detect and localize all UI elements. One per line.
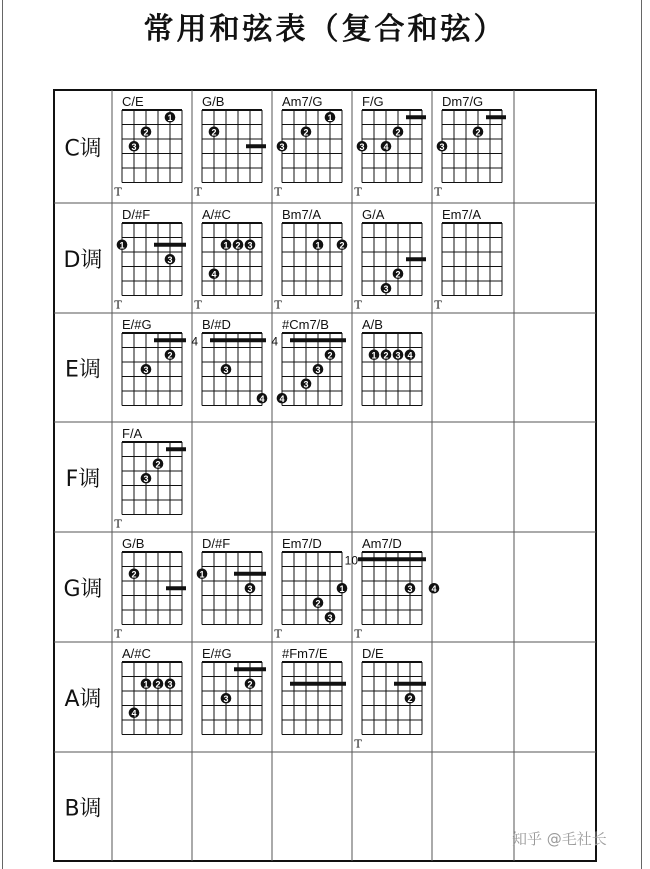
finger-number: 2 — [339, 240, 345, 251]
finger-number: 4 — [211, 269, 217, 280]
chord-name: D/E — [362, 646, 384, 661]
finger-number: 3 — [247, 240, 253, 251]
finger-number: 3 — [327, 612, 333, 623]
bass-string-marker: T — [114, 627, 122, 641]
finger-number: 2 — [315, 598, 321, 609]
chord-name: B/#D — [202, 317, 231, 332]
chord-name: F/A — [122, 426, 143, 441]
key-label: B调 — [64, 796, 102, 822]
table-frame — [54, 90, 596, 861]
bass-string-marker: T — [354, 298, 362, 312]
bass-string-marker: T — [274, 298, 282, 312]
watermark: 知乎 @毛社长 — [512, 830, 607, 848]
key-label: E调 — [65, 357, 101, 383]
finger-number: 1 — [339, 583, 345, 594]
finger-number: 3 — [359, 141, 365, 152]
bass-string-marker: T — [114, 298, 122, 312]
finger-number: 3 — [143, 473, 149, 484]
bass-string-marker: T — [194, 298, 202, 312]
finger-number: 2 — [235, 240, 241, 251]
chord-name: Am7/G — [282, 94, 323, 109]
finger-number: 2 — [211, 127, 217, 138]
chord-name: G/B — [202, 94, 225, 109]
bass-string-marker: T — [194, 185, 202, 199]
finger-number: 3 — [439, 141, 445, 152]
chord-name: E/#G — [122, 317, 152, 332]
finger-number: 1 — [315, 240, 321, 251]
bass-string-marker: T — [274, 185, 282, 199]
finger-number: 3 — [407, 583, 413, 594]
finger-number: 2 — [247, 679, 253, 690]
chord-name: E/#G — [202, 646, 232, 661]
finger-number: 2 — [167, 350, 173, 361]
bass-string-marker: T — [354, 627, 362, 641]
finger-number: 4 — [131, 708, 137, 719]
chord-name: A/B — [362, 317, 383, 332]
finger-number: 1 — [143, 679, 149, 690]
chord-name: G/B — [122, 536, 145, 551]
chord-name: Dm7/G — [442, 94, 484, 109]
bass-string-marker: T — [274, 627, 282, 641]
fret-position-label: 10 — [344, 553, 358, 568]
finger-number: 2 — [155, 679, 161, 690]
page-title: 常用和弦表（复合和弦） — [143, 12, 507, 47]
finger-number: 3 — [223, 364, 229, 375]
finger-number: 2 — [407, 693, 413, 704]
key-label: F调 — [65, 467, 101, 492]
finger-number: 2 — [395, 269, 401, 280]
finger-number: 4 — [279, 393, 285, 404]
bass-string-marker: T — [434, 298, 442, 312]
finger-number: 3 — [303, 379, 309, 390]
finger-number: 2 — [383, 350, 389, 361]
chord-name: D/#F — [122, 207, 151, 222]
finger-number: 2 — [143, 127, 149, 138]
finger-number: 2 — [155, 459, 161, 470]
finger-number: 1 — [199, 569, 205, 580]
chord-name: D/#F — [202, 536, 231, 551]
fret-position-label: 4 — [191, 334, 198, 349]
finger-number: 4 — [431, 583, 437, 594]
finger-number: 2 — [475, 127, 481, 138]
chord-name: C/E — [122, 94, 144, 109]
finger-number: 2 — [303, 127, 309, 138]
key-label: C调 — [64, 136, 102, 162]
finger-number: 3 — [383, 283, 389, 294]
chord-name: G/A — [362, 207, 385, 222]
finger-number: 1 — [167, 112, 173, 123]
finger-number: 3 — [247, 583, 253, 594]
finger-number: 1 — [223, 240, 229, 251]
finger-number: 2 — [131, 569, 137, 580]
key-label: D调 — [63, 248, 103, 273]
finger-number: 3 — [223, 693, 229, 704]
finger-number: 3 — [167, 679, 173, 690]
bass-string-marker: T — [434, 185, 442, 199]
finger-number: 4 — [383, 141, 389, 152]
chord-name: A/#C — [202, 207, 231, 222]
bass-string-marker: T — [114, 185, 122, 199]
chord-name: #Fm7/E — [282, 646, 328, 661]
finger-number: 1 — [119, 240, 125, 251]
bass-string-marker: T — [354, 185, 362, 199]
chord-name: #Cm7/B — [282, 317, 329, 332]
finger-number: 2 — [327, 350, 333, 361]
finger-number: 3 — [315, 364, 321, 375]
finger-number: 3 — [395, 350, 401, 361]
finger-number: 1 — [371, 350, 377, 361]
fret-position-label: 4 — [271, 334, 278, 349]
chord-name: A/#C — [122, 646, 151, 661]
chord-name: F/G — [362, 94, 384, 109]
key-label: G调 — [63, 577, 103, 602]
finger-number: 4 — [259, 393, 265, 404]
bass-string-marker: T — [354, 737, 362, 751]
chord-name: Bm7/A — [282, 207, 322, 222]
finger-number: 3 — [279, 141, 285, 152]
finger-number: 2 — [395, 127, 401, 138]
bass-string-marker: T — [114, 517, 122, 531]
finger-number: 3 — [131, 141, 137, 152]
finger-number: 3 — [167, 254, 173, 265]
key-label: A调 — [64, 687, 102, 712]
finger-number: 4 — [407, 350, 413, 361]
finger-number: 3 — [143, 364, 149, 375]
finger-number: 1 — [327, 112, 333, 123]
chord-name: Em7/D — [282, 536, 322, 551]
chord-name: Em7/A — [442, 207, 482, 222]
chord-name: Am7/D — [362, 536, 402, 551]
